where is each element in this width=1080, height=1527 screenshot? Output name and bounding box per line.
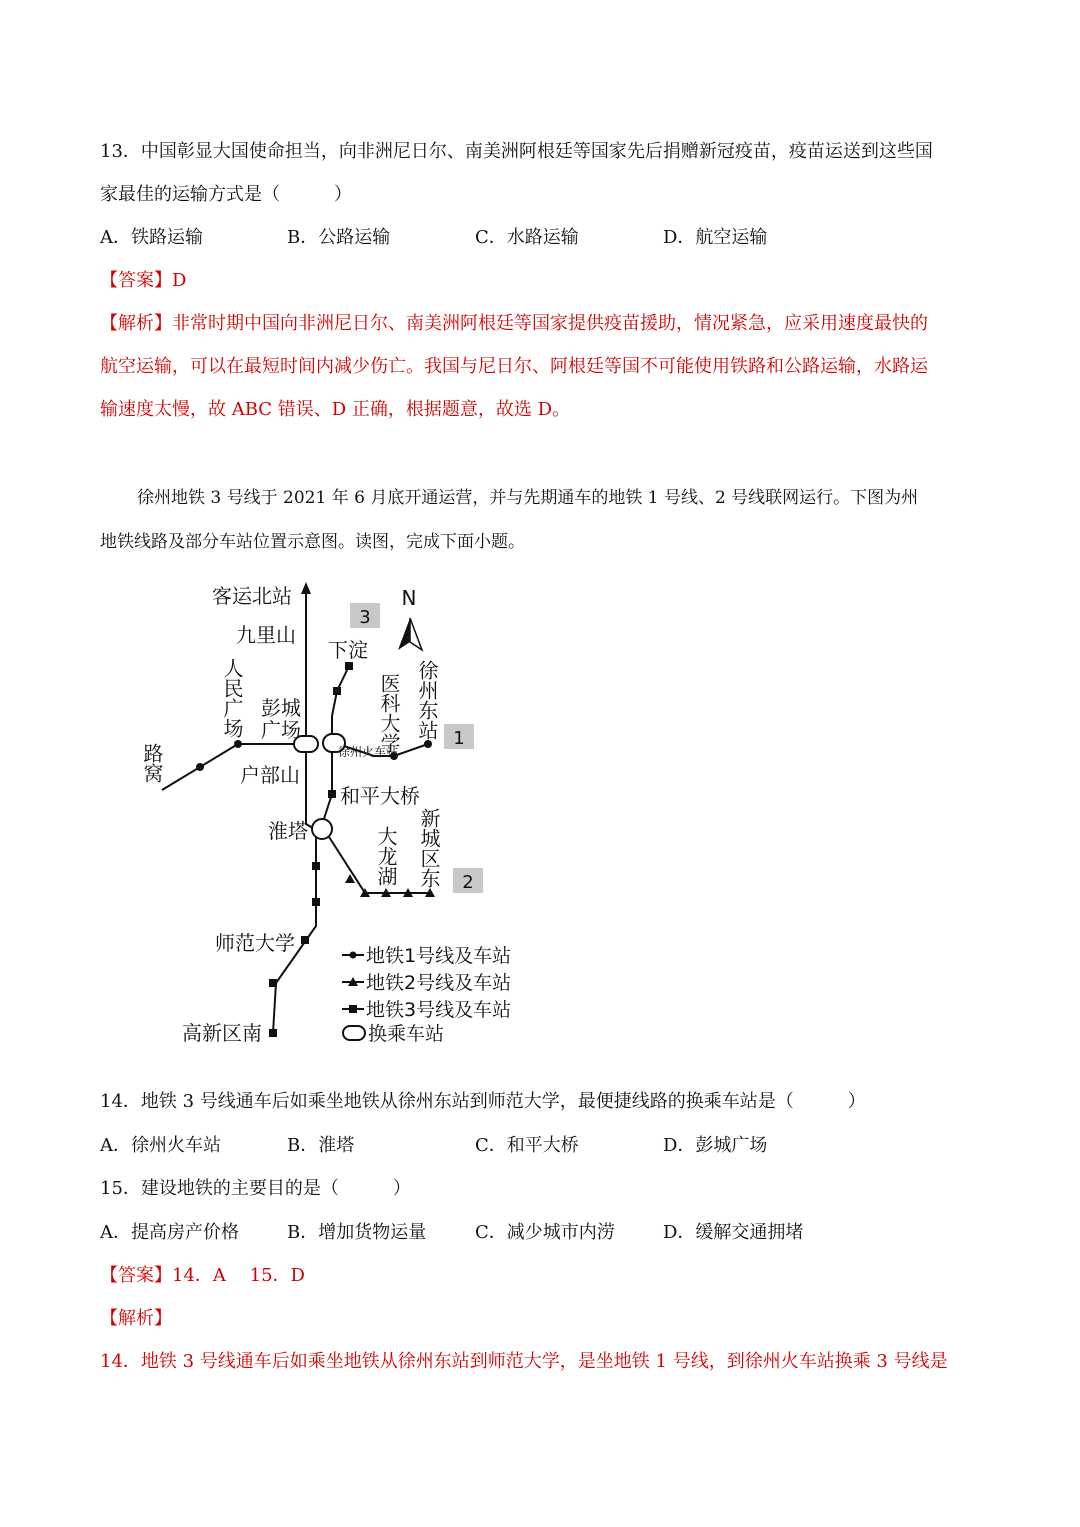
station-label-huaita: 淮塔 [268,819,308,843]
transfer-station-huaita [312,819,332,839]
station-label-xinchengqu-dong: 新城区东 [417,808,441,888]
station-label-gaoxinqu-nan: 高新区南 [182,1021,262,1045]
q14-option-a: A．徐州火车站 [100,1135,221,1156]
q14-option-b: B．淮塔 [287,1135,355,1156]
intro-line-1: 徐州地铁 3 号线于 2021 年 6 月底开通运营，并与先期通车的地铁 1 号线、2 号线联网运行。下图为州 [137,488,919,508]
q14-analysis-line-1: 14．地铁 3 号线通车后如乘坐地铁从徐州东站到师范大学，是坐地铁 1 号线，到徐州火车站换乘 3 号线是 [100,1351,948,1372]
q13-analysis-line-2: 航空运输，可以在最短时间内减少伤亡。我国与尼日尔、阿根廷等国不可能使用铁路和公路运输，水路运 [100,356,928,377]
line-tag-2-label: 2 [462,872,474,893]
station-label-luwo: 路窝 [140,743,164,783]
station-label-xuzhou-dongzhan: 徐州东站 [415,660,439,740]
q14-stem: 14．地铁 3 号线通车后如乘坐地铁从徐州东站到师范大学，最便捷线路的换乘车站是（ ） [100,1091,866,1112]
legend-line1: 地铁1号线及车站 [366,945,512,967]
station-dot-line1 [424,740,432,748]
station-label-heping-daqiao: 和平大桥 [340,784,420,808]
station-label-yike-daxue: 医科大学 [377,673,401,753]
q13-answer: 【答案】D [100,270,187,291]
station-label-jiulishan: 九里山 [236,623,296,647]
metro-line-3 [273,590,316,1033]
q13-option-b: B．公路运输 [287,227,391,248]
q14-option-c: C．和平大桥 [475,1135,579,1156]
station-label-pengcheng-guangchang-text: 彭城 [261,696,301,720]
station-label-pengcheng-guangchang [261,696,307,742]
station-square-line3 [269,1029,277,1037]
station-label-xiadian: 下淀 [328,638,368,662]
intro-line-2: 地铁线路及部分车站位置示意图。读图，完成下面小题。 [100,532,525,552]
q15-stem: 15．建设地铁的主要目的是（ ） [100,1178,411,1199]
q15-option-d: D．缓解交通拥堵 [663,1222,804,1243]
legend-line3: 地铁3号线及车站 [366,999,512,1021]
q13-option-d: D．航空运输 [663,227,768,248]
legend-transfer: 换乘车站 [368,1023,445,1045]
station-label-xuzhou-huochezhan: 徐州火车站 [338,745,399,759]
station-dot-line1 [196,763,204,771]
north-label: N [401,586,417,610]
station-label-shifan-daxue: 师范大学 [215,931,295,955]
line-tag-3-label: 3 [359,607,371,628]
station-label-dalonghu: 大龙湖 [374,826,398,886]
north-arrowhead-line3 [301,582,311,594]
station-square-line3 [312,898,320,906]
q14-option-d: D．彭城广场 [663,1135,768,1156]
station-square-line3 [328,790,336,798]
station-square-line3 [301,936,309,944]
q15-option-b: B．增加货物运量 [287,1222,427,1243]
north-arrow-icon [398,618,422,650]
map-legend [342,945,511,1045]
line-tag-1-label: 1 [453,728,465,749]
q13-option-c: C．水路运输 [475,227,579,248]
q15-option-a: A．提高房产价格 [100,1222,239,1243]
station-label-hubushan: 户部山 [240,763,300,787]
station-label-keyun-bei: 客运北站 [212,584,292,608]
analysis-label: 【解析】 [100,1308,172,1329]
q13-stem-line-1: 13．中国彰显大国使命担当，向非洲尼日尔、南美洲阿根廷等国家先后捐赠新冠疫苗，疫苗运送到这些国 [100,141,933,162]
station-square-line3 [345,662,353,670]
station-square-line3 [333,687,341,695]
subway-map [140,578,540,1058]
q14-15-answer: 【答案】14．A 15．D [100,1265,305,1286]
station-label-pengcheng-guangchang-line-2: 广场 [261,718,301,742]
station-square-line3 [312,862,320,870]
station-dot-line1 [234,740,242,748]
station-square-line3 [269,979,277,987]
q13-option-a: A．铁路运输 [100,227,203,248]
q13-analysis-line-1: 【解析】非常时期中国向非洲尼日尔、南美洲阿根廷等国家提供疫苗援助，情况紧急，应采用速度最快的 [100,313,928,334]
legend-line2: 地铁2号线及车站 [366,972,512,994]
q15-option-c: C．减少城市内涝 [475,1222,615,1243]
station-label-renmin-guangchang: 人民广场 [220,658,244,738]
q13-stem-line-2: 家最佳的运输方式是（ ） [100,184,352,205]
q13-analysis-line-3: 输速度太慢，故 ABC 错误、D 正确，根据题意，故选 D。 [100,399,571,420]
